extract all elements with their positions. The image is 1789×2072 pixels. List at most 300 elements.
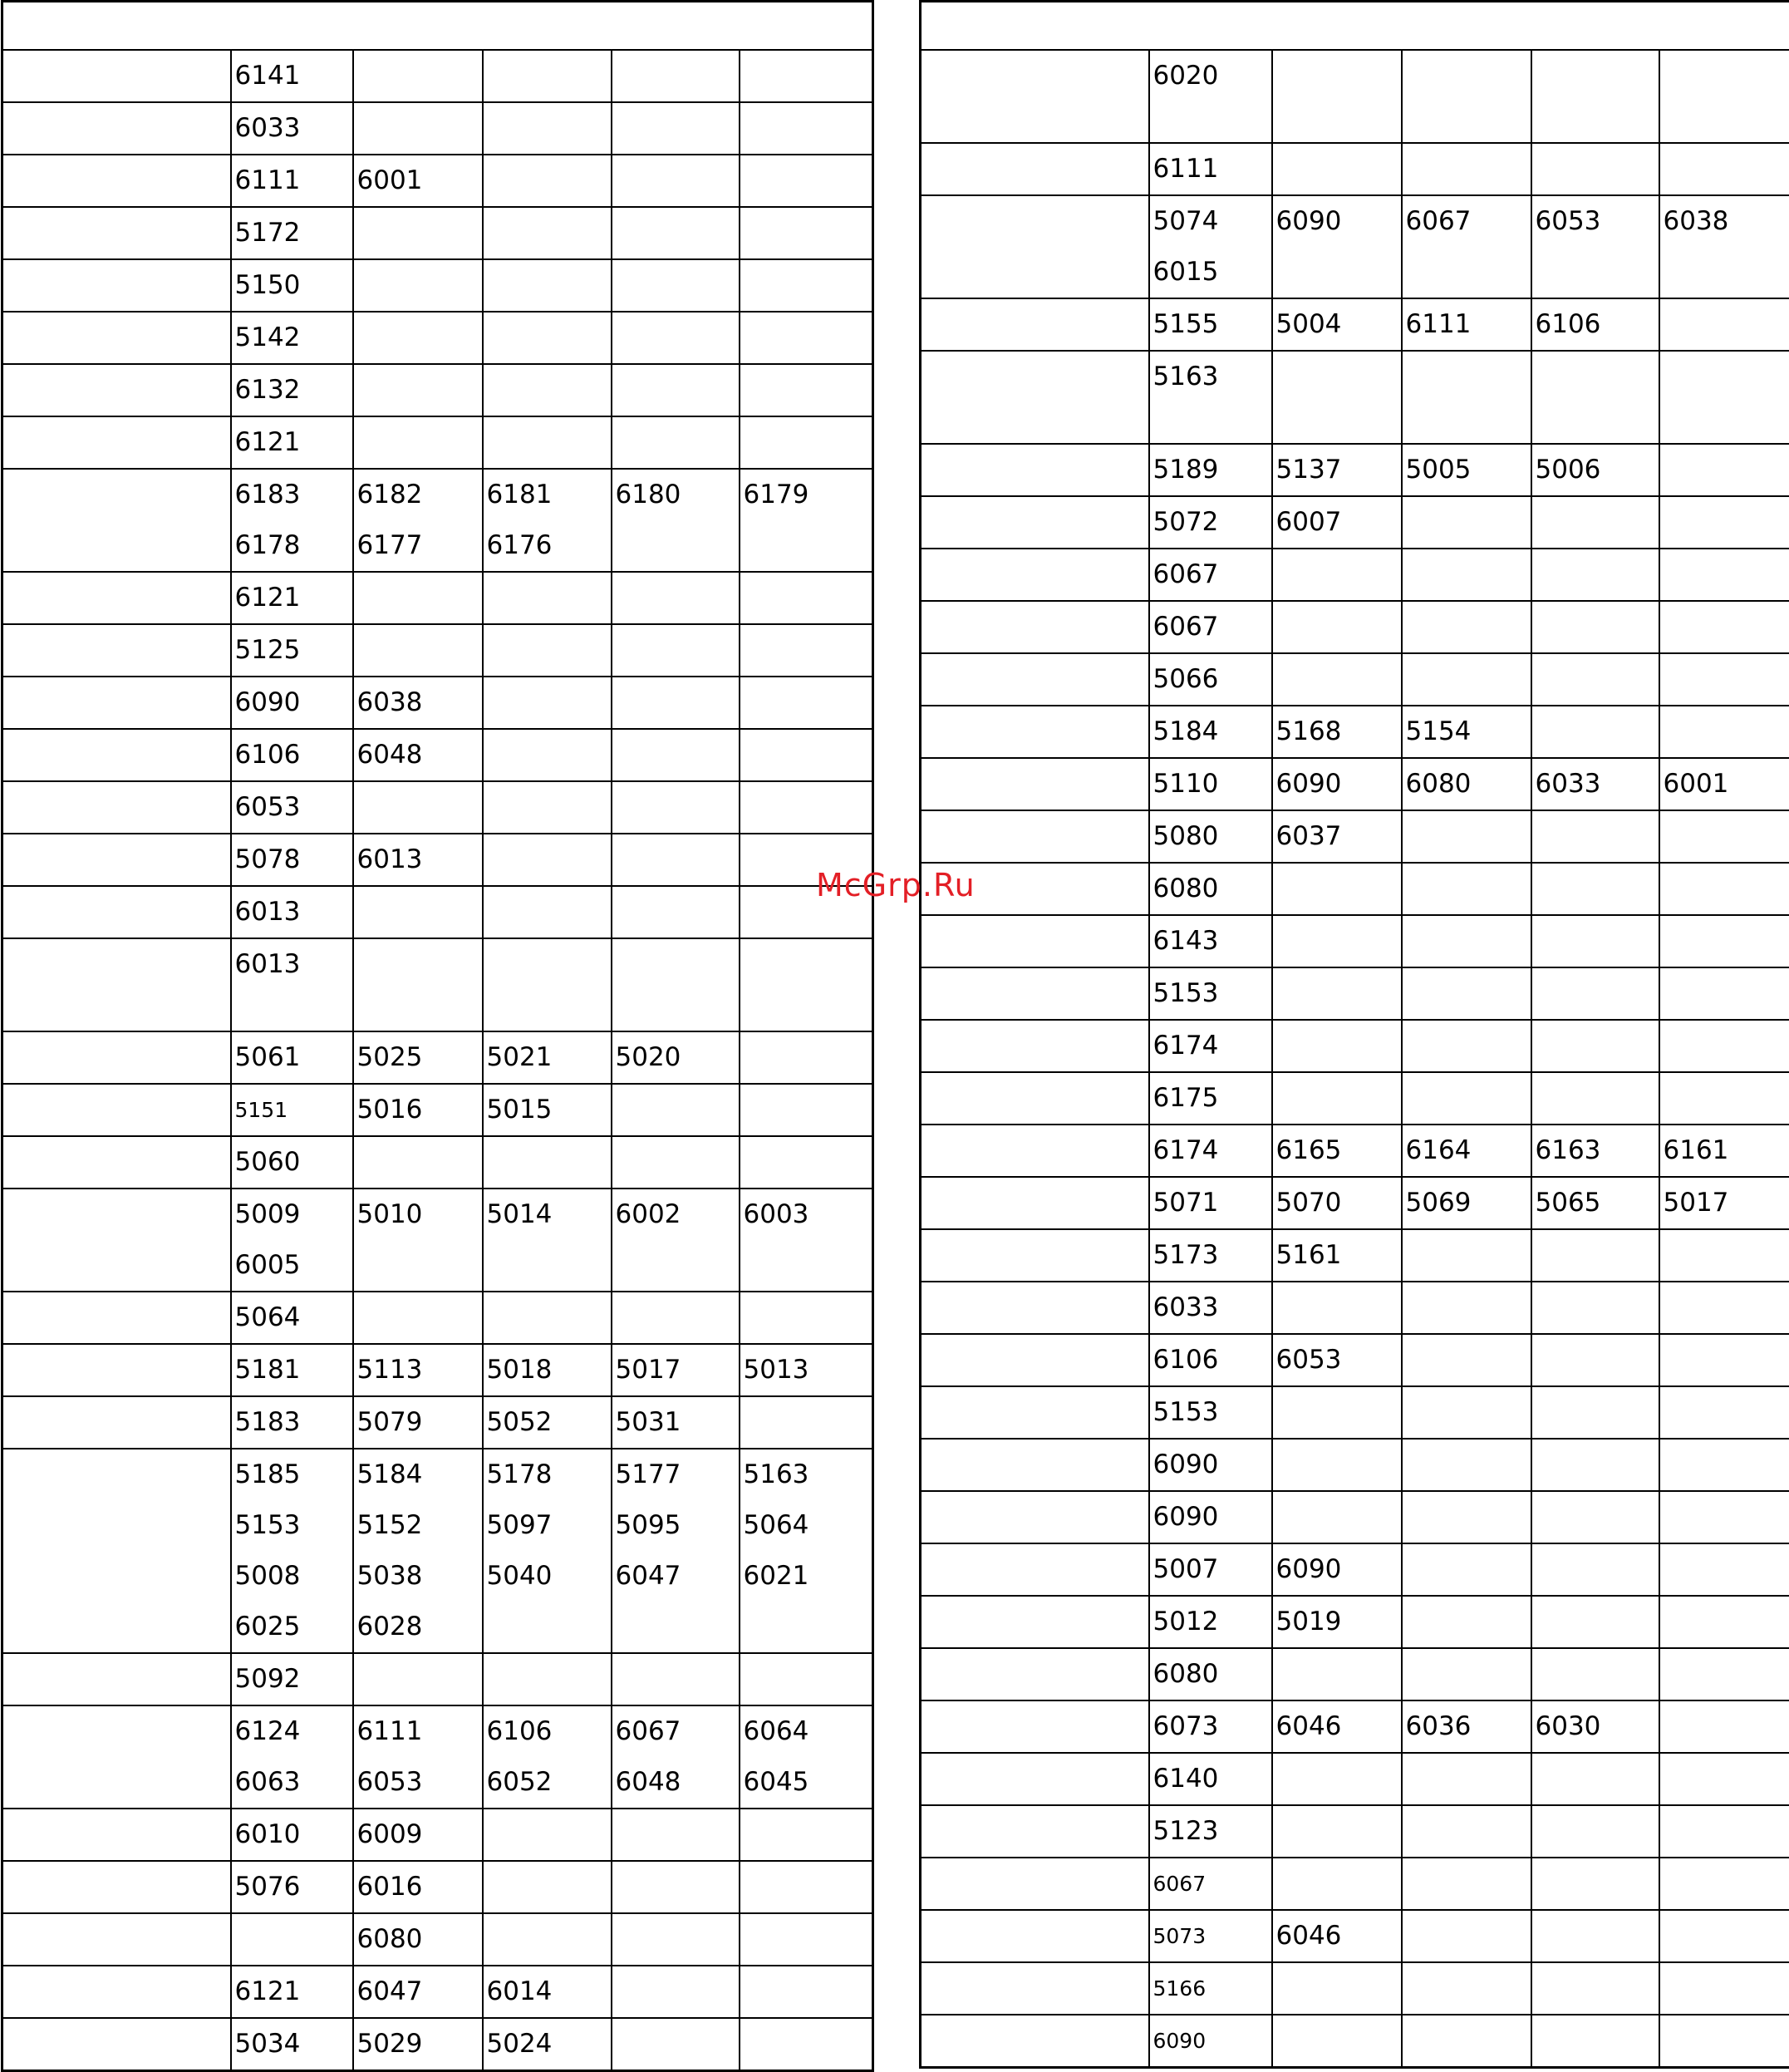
code-value: 6016 [357, 1862, 482, 1912]
code-cell [1272, 1962, 1402, 2015]
code-cell [483, 1861, 612, 1913]
code-cell [483, 1705, 612, 1809]
code-cell [1402, 915, 1531, 967]
code-cell [1272, 653, 1402, 706]
code-cell [1402, 2015, 1531, 2068]
row-label-cell [2, 469, 231, 572]
code-value: 6063 [235, 1757, 352, 1808]
code-cell [231, 1292, 353, 1344]
code-cell [1402, 1858, 1531, 1910]
code-cell [740, 729, 873, 781]
code-cell [1149, 601, 1272, 653]
code-cell [1149, 351, 1272, 444]
code-cell [1272, 444, 1402, 496]
code-cell [1659, 1543, 1789, 1596]
code-cell [1402, 1229, 1531, 1282]
code-value: 5009 [235, 1189, 352, 1240]
row-label-cell [2, 1031, 231, 1084]
code-cell [1402, 1700, 1531, 1753]
table-row [921, 2015, 1789, 2068]
code-cell [1659, 915, 1789, 967]
code-cell [231, 416, 353, 469]
code-value: 5166 [1153, 1963, 1271, 2014]
code-cell [353, 50, 483, 102]
row-label-cell [921, 1282, 1149, 1334]
code-value: 5076 [235, 1862, 352, 1912]
code-cell [1272, 496, 1402, 549]
code-cell [612, 50, 740, 102]
code-cell [1272, 1229, 1402, 1282]
code-cell [1402, 1439, 1531, 1491]
code-cell [740, 781, 873, 834]
left-table-body [2, 50, 873, 2071]
row-label-cell [921, 601, 1149, 653]
code-cell [1402, 1910, 1531, 1962]
code-value: 6073 [1153, 1701, 1271, 1752]
table-row [921, 1962, 1789, 2015]
code-cell [1531, 863, 1659, 915]
code-cell [1402, 1753, 1531, 1805]
row-label-cell [2, 416, 231, 469]
code-cell [740, 1966, 873, 2018]
code-value: 5095 [616, 1500, 739, 1551]
code-cell [1402, 195, 1531, 298]
code-cell [1402, 967, 1531, 1020]
code-cell [353, 207, 483, 259]
row-label-cell [2, 677, 231, 729]
code-value: 5153 [1153, 1387, 1271, 1438]
code-cell [1402, 1072, 1531, 1125]
code-cell [353, 624, 483, 677]
code-cell [740, 1031, 873, 1084]
table-row [2, 938, 873, 1031]
row-label-cell [2, 624, 231, 677]
code-cell [740, 1449, 873, 1653]
left-code-table [1, 0, 874, 2072]
row-label-cell [2, 155, 231, 207]
code-value: 5004 [1276, 299, 1401, 350]
code-value: 6111 [235, 155, 352, 206]
code-value: 5073 [1153, 1911, 1271, 1961]
code-cell [1402, 143, 1531, 195]
code-value: 5006 [1536, 445, 1659, 495]
code-cell [1402, 1020, 1531, 1072]
code-cell [740, 1292, 873, 1344]
code-cell [1659, 549, 1789, 601]
code-value: 5153 [235, 1500, 352, 1551]
row-label-cell [921, 2015, 1149, 2068]
code-cell [740, 102, 873, 155]
code-cell [740, 364, 873, 416]
code-value: 6009 [357, 1809, 482, 1860]
code-cell [483, 781, 612, 834]
code-cell [353, 1396, 483, 1449]
code-cell [1531, 1439, 1659, 1491]
code-value: 6003 [744, 1189, 872, 1240]
code-cell [1149, 915, 1272, 967]
code-value: 5052 [487, 1397, 611, 1448]
code-cell [231, 1913, 353, 1966]
code-cell [740, 416, 873, 469]
code-cell [1149, 549, 1272, 601]
row-label-cell [2, 1809, 231, 1861]
code-cell [612, 1809, 740, 1861]
code-cell [231, 1966, 353, 2018]
code-value: 6037 [1276, 811, 1401, 862]
code-value: 5142 [235, 313, 352, 363]
code-value: 6080 [1406, 759, 1531, 810]
code-cell [1659, 1858, 1789, 1910]
code-cell [1531, 298, 1659, 351]
code-cell [1659, 758, 1789, 810]
code-cell [483, 2018, 612, 2071]
code-value: 5185 [235, 1449, 352, 1500]
code-cell [483, 1031, 612, 1084]
row-label-cell [921, 1072, 1149, 1125]
code-cell [231, 729, 353, 781]
code-cell [1149, 1177, 1272, 1229]
code-cell [1149, 1439, 1272, 1491]
code-value: 5110 [1153, 759, 1271, 810]
row-label-cell [921, 351, 1149, 444]
code-value: 6067 [1153, 602, 1271, 652]
code-cell [1531, 1596, 1659, 1648]
code-cell [1272, 915, 1402, 967]
code-cell [1659, 967, 1789, 1020]
row-label-cell [921, 1386, 1149, 1439]
code-value: 6028 [357, 1602, 482, 1652]
table-row [921, 601, 1789, 653]
code-value: 6045 [744, 1757, 872, 1808]
code-value: 5080 [1153, 811, 1271, 862]
code-cell [353, 155, 483, 207]
table-row [2, 259, 873, 312]
code-value: 5113 [357, 1345, 482, 1395]
row-label-cell [921, 1491, 1149, 1543]
code-value: 5069 [1406, 1178, 1531, 1228]
code-cell [612, 259, 740, 312]
code-cell [740, 312, 873, 364]
row-label-cell [2, 1292, 231, 1344]
code-cell [612, 1449, 740, 1653]
code-value: 6033 [235, 103, 352, 154]
code-cell [612, 1653, 740, 1705]
code-cell [1402, 1491, 1531, 1543]
code-cell [1659, 1910, 1789, 1962]
code-cell [1531, 1753, 1659, 1805]
row-label-cell [921, 195, 1149, 298]
code-cell [231, 1084, 353, 1136]
code-cell [483, 624, 612, 677]
code-cell [353, 1031, 483, 1084]
table-row [921, 1858, 1789, 1910]
code-cell [1531, 2015, 1659, 2068]
code-value: 6080 [357, 1914, 482, 1965]
code-cell [483, 834, 612, 886]
table-row [921, 1700, 1789, 1753]
code-cell [1272, 706, 1402, 758]
code-cell [740, 1809, 873, 1861]
table-row [921, 351, 1789, 444]
code-cell [1531, 1282, 1659, 1334]
code-cell [1149, 1386, 1272, 1439]
code-cell [1272, 1125, 1402, 1177]
code-value: 5014 [487, 1189, 611, 1240]
table-row [2, 1344, 873, 1396]
code-value: 5183 [235, 1397, 352, 1448]
right-code-table [919, 0, 1789, 2069]
code-cell [483, 1292, 612, 1344]
code-value: 5031 [616, 1397, 739, 1448]
code-cell [1402, 601, 1531, 653]
table-row [921, 1386, 1789, 1439]
code-cell [483, 886, 612, 938]
code-cell [1402, 351, 1531, 444]
code-cell [612, 1084, 740, 1136]
row-label-cell [2, 259, 231, 312]
code-value: 6048 [357, 730, 482, 780]
code-cell [1402, 496, 1531, 549]
table-row [921, 915, 1789, 967]
row-label-cell [921, 298, 1149, 351]
code-cell [1402, 1282, 1531, 1334]
code-cell [1272, 1805, 1402, 1858]
code-value: 6053 [357, 1757, 482, 1808]
code-value: 5010 [357, 1189, 482, 1240]
code-value: 5161 [1276, 1230, 1401, 1281]
code-cell [1531, 1910, 1659, 1962]
watermark-text: McGrp.Ru [816, 867, 976, 903]
code-cell [353, 1653, 483, 1705]
code-cell [1272, 1334, 1402, 1386]
code-value: 5153 [1153, 968, 1271, 1019]
code-cell [353, 259, 483, 312]
table-row [921, 143, 1789, 195]
code-value: 6111 [1406, 299, 1531, 350]
code-value: 6038 [357, 677, 482, 728]
code-cell [740, 1913, 873, 1966]
code-value: 5184 [357, 1449, 482, 1500]
code-cell [1659, 2015, 1789, 2068]
row-label-cell [2, 1653, 231, 1705]
code-cell [353, 1084, 483, 1136]
code-cell [231, 155, 353, 207]
table-row [2, 2018, 873, 2071]
code-value: 6064 [744, 1706, 872, 1757]
code-value: 6106 [487, 1706, 611, 1757]
code-cell [1659, 1491, 1789, 1543]
code-cell [1659, 1334, 1789, 1386]
code-cell [1659, 653, 1789, 706]
code-cell [353, 1966, 483, 2018]
code-cell [1531, 1177, 1659, 1229]
code-value: 5168 [1276, 706, 1401, 757]
code-cell [1531, 810, 1659, 863]
row-label-cell [921, 549, 1149, 601]
code-cell [353, 729, 483, 781]
code-cell [1149, 967, 1272, 1020]
code-cell [612, 469, 740, 572]
code-cell [1659, 1648, 1789, 1700]
row-label-cell [2, 2018, 231, 2071]
code-cell [353, 364, 483, 416]
code-cell [1149, 706, 1272, 758]
code-value: 5064 [744, 1500, 872, 1551]
code-cell [1659, 1700, 1789, 1753]
row-label-cell [2, 1084, 231, 1136]
code-cell [1149, 1858, 1272, 1910]
table-row [2, 1189, 873, 1292]
code-value: 5060 [235, 1137, 352, 1188]
code-value: 6080 [1153, 1649, 1271, 1700]
code-cell [231, 781, 353, 834]
table-row [921, 444, 1789, 496]
code-cell [1402, 298, 1531, 351]
code-value: 5038 [357, 1551, 482, 1602]
code-cell [483, 155, 612, 207]
row-label-cell [2, 1913, 231, 1966]
table-row [921, 1072, 1789, 1125]
table-header-row [921, 2, 1789, 50]
code-cell [612, 1966, 740, 2018]
code-cell [231, 1861, 353, 1913]
table-header-cell [2, 2, 873, 50]
code-cell [353, 938, 483, 1031]
code-cell [1531, 653, 1659, 706]
code-cell [1272, 1177, 1402, 1229]
table-row [921, 863, 1789, 915]
table-row [921, 50, 1789, 143]
table-row [921, 967, 1789, 1020]
code-cell [612, 102, 740, 155]
code-value: 5017 [616, 1345, 739, 1395]
code-cell [1531, 1020, 1659, 1072]
code-cell [1402, 653, 1531, 706]
table-row [2, 781, 873, 834]
code-cell [1149, 1282, 1272, 1334]
code-cell [1149, 1805, 1272, 1858]
table-row [921, 1805, 1789, 1858]
code-cell [612, 886, 740, 938]
code-cell [1272, 298, 1402, 351]
code-cell [1149, 1543, 1272, 1596]
code-cell [1272, 549, 1402, 601]
code-cell [231, 469, 353, 572]
table-row [2, 1966, 873, 2018]
code-cell [353, 1913, 483, 1966]
code-value: 6010 [235, 1809, 352, 1860]
code-value: 6111 [357, 1706, 482, 1757]
code-value: 6047 [357, 1966, 482, 2017]
code-cell [1659, 496, 1789, 549]
code-cell [740, 1705, 873, 1809]
code-cell [353, 1705, 483, 1809]
table-row [2, 1031, 873, 1084]
code-cell [612, 572, 740, 624]
code-value: 6030 [1536, 1701, 1659, 1752]
code-cell [1272, 1858, 1402, 1910]
code-value: 5024 [487, 2019, 611, 2070]
code-cell [1402, 1962, 1531, 2015]
code-value: 6090 [1153, 1440, 1271, 1490]
code-value: 6067 [1153, 549, 1271, 600]
code-cell [1402, 1125, 1531, 1177]
table-row [921, 1020, 1789, 1072]
code-cell [353, 572, 483, 624]
code-value: 6164 [1406, 1125, 1531, 1176]
code-cell [740, 155, 873, 207]
row-label-cell [921, 1648, 1149, 1700]
code-cell [1659, 1439, 1789, 1491]
code-value: 5019 [1276, 1597, 1401, 1647]
code-cell [231, 834, 353, 886]
code-cell [1531, 967, 1659, 1020]
code-value: 6140 [1153, 1754, 1271, 1804]
code-value: 5012 [1153, 1597, 1271, 1647]
table-row [921, 298, 1789, 351]
code-cell [1402, 444, 1531, 496]
row-label-cell [2, 1396, 231, 1449]
row-label-cell [921, 1910, 1149, 1962]
code-cell [740, 259, 873, 312]
row-label-cell [921, 1543, 1149, 1596]
code-value: 6124 [235, 1706, 352, 1757]
code-cell [1272, 1648, 1402, 1700]
code-cell [1659, 810, 1789, 863]
code-cell [1531, 1491, 1659, 1543]
code-cell [1531, 496, 1659, 549]
code-value: 5007 [1153, 1544, 1271, 1595]
row-label-cell [2, 1344, 231, 1396]
code-value: 6033 [1536, 759, 1659, 810]
code-value: 6038 [1664, 196, 1789, 247]
code-cell [740, 624, 873, 677]
code-cell [231, 1031, 353, 1084]
code-value: 5123 [1153, 1806, 1271, 1857]
code-value: 6165 [1276, 1125, 1401, 1176]
row-label-cell [921, 1962, 1149, 2015]
row-label-cell [2, 886, 231, 938]
code-cell [1272, 2015, 1402, 2068]
code-cell [1659, 143, 1789, 195]
code-value: 6174 [1153, 1021, 1271, 1071]
table-row [921, 496, 1789, 549]
code-cell [612, 1396, 740, 1449]
table-row [921, 653, 1789, 706]
row-label-cell [921, 967, 1149, 1020]
code-value: 6033 [1153, 1282, 1271, 1333]
code-value: 6090 [1276, 1544, 1401, 1595]
table-row [2, 364, 873, 416]
code-value: 6013 [235, 939, 352, 990]
row-label-cell [2, 1966, 231, 2018]
row-label-cell [921, 143, 1149, 195]
code-value: 5015 [487, 1085, 611, 1135]
code-value: 5064 [235, 1292, 352, 1343]
code-value: 6121 [235, 1966, 352, 2017]
row-label-cell [2, 1861, 231, 1913]
table-row [921, 195, 1789, 298]
code-cell [483, 677, 612, 729]
code-value: 5177 [616, 1449, 739, 1500]
row-label-cell [921, 653, 1149, 706]
row-label-cell [2, 364, 231, 416]
row-label-cell [921, 1753, 1149, 1805]
code-value: 6181 [487, 470, 611, 520]
code-value: 5072 [1153, 497, 1271, 548]
code-value: 6021 [744, 1551, 872, 1602]
code-value: 6046 [1276, 1701, 1401, 1752]
